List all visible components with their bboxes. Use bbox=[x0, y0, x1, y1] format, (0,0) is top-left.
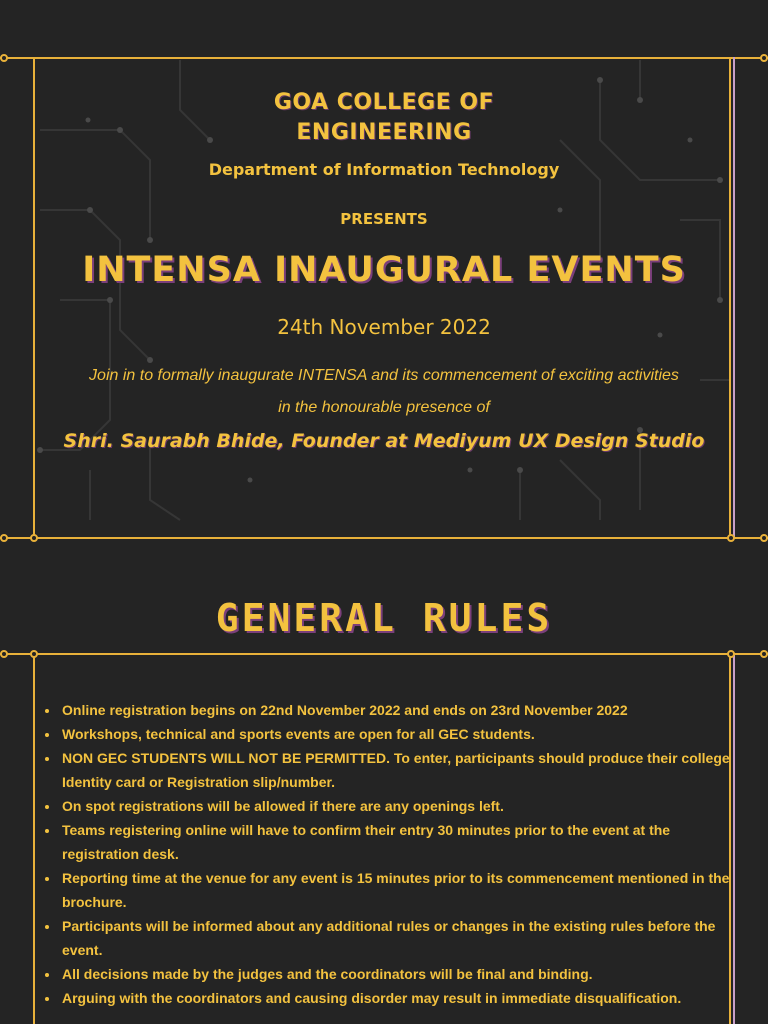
rule-item: • Online registration begins on 22nd November 2022 and ends on 23rd November 2022 bbox=[60, 698, 750, 722]
frame-dot bbox=[0, 54, 8, 62]
college-name-line1: GOA COLLEGE OF bbox=[273, 90, 495, 115]
frame-dot bbox=[760, 534, 768, 542]
frame-dot bbox=[0, 534, 8, 542]
department-name: Department of Information Technology bbox=[208, 160, 560, 179]
rule-item: • On spot registrations will be allowed if there are any openings left. bbox=[60, 794, 750, 818]
rule-item: • All decisions made by the judges and the coordinators will be final and binding. bbox=[60, 962, 750, 986]
intro-line2: in the honourable presence of bbox=[278, 399, 490, 416]
rule-item: • Participants will be informed about any additional rules or changes in the existing rules before the event. bbox=[60, 914, 750, 962]
frame-top-line bbox=[0, 57, 768, 59]
rules-frame-top-line bbox=[0, 653, 768, 655]
rules-frame-left-line bbox=[33, 653, 35, 1024]
frame-dot bbox=[760, 650, 768, 658]
rules-list bbox=[44, 698, 750, 1010]
rule-item: • Workshops, technical and sports events are open for all GEC students. bbox=[60, 722, 750, 746]
presents-label: PRESENTS bbox=[340, 210, 428, 228]
rule-item: • Arguing with the coordinators and causing disorder may result in immediate disqualification. bbox=[60, 986, 750, 1010]
rule-item: • NON GEC STUDENTS WILL NOT BE PERMITTED. To enter, participants should produce their college Identity card or Registration slip/number. bbox=[60, 746, 750, 794]
frame-bottom-line bbox=[0, 537, 768, 539]
rule-item: • Teams registering online will have to confirm their entry 30 minutes prior to the event at the registration desk. bbox=[60, 818, 750, 866]
intro-line1: Join in to formally inaugurate INTENSA and its commencement of exciting activities bbox=[89, 367, 679, 384]
event-date: 24th November 2022 bbox=[277, 315, 491, 339]
event-title: INTENSA INAUGURAL EVENTS bbox=[82, 250, 686, 290]
frame-dot bbox=[727, 534, 735, 542]
rules-heading: GENERAL RULES bbox=[215, 596, 553, 640]
chief-guest: Shri. Saurabh Bhide, Founder at Mediyum UX Design Studio bbox=[63, 430, 705, 452]
frame-dot bbox=[30, 650, 38, 658]
frame-dot bbox=[760, 54, 768, 62]
college-name bbox=[0, 88, 768, 148]
frame-dot bbox=[30, 534, 38, 542]
frame-dot bbox=[727, 650, 735, 658]
frame-dot bbox=[0, 650, 8, 658]
college-name-line2: ENGINEERING bbox=[296, 120, 472, 145]
rule-item: • Reporting time at the venue for any event is 15 minutes prior to its commencement mentioned in the brochure. bbox=[60, 866, 750, 914]
event-intro bbox=[0, 360, 768, 424]
